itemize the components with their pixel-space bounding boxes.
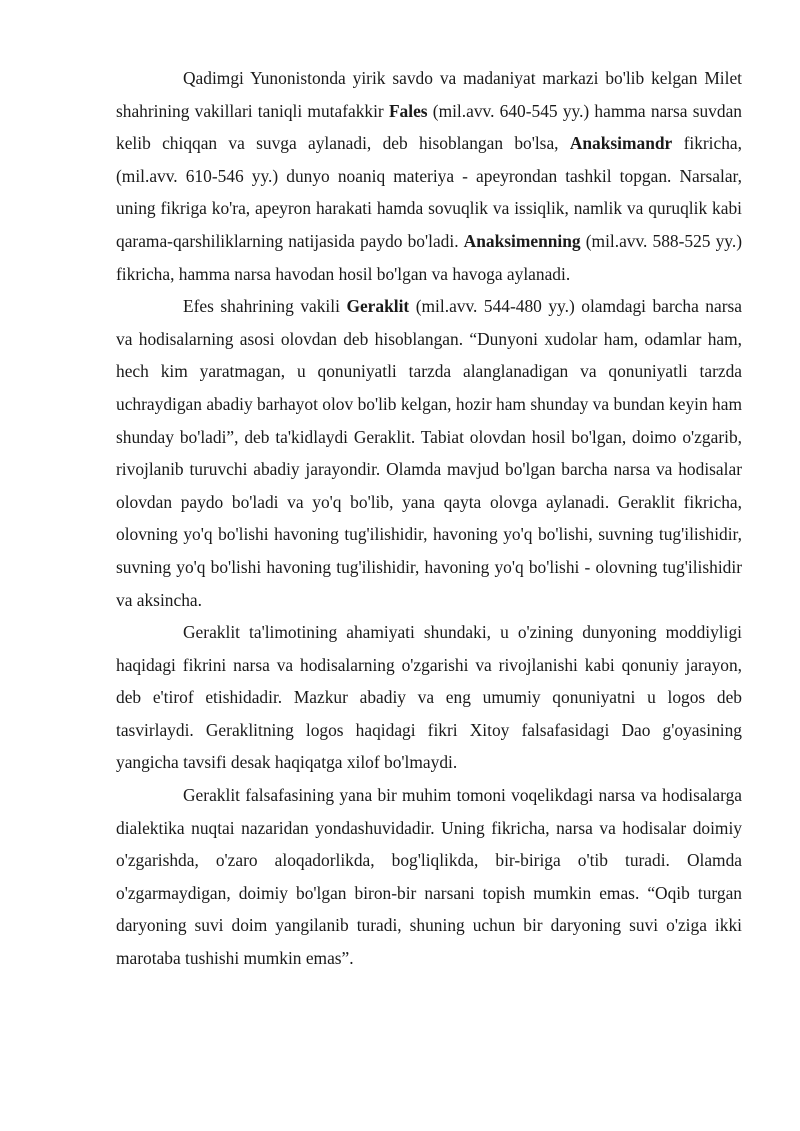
text-span: Geraklit falsafasining yana bir muhim tomoni voqelikdagi narsa va hodisalarga dialektika nuqtai nazaridan yondashuvidadir. Uning fikricha, narsa va hodisalar doimiy o'zgarishda, o'zaro aloqadorlikda, bog'liqlikda, bir-biriga o'tib turadi. Olamda o'zgarmaydigan, doimiy bo'lgan biron-bir narsani topish mumkin emas. “Oqib turgan daryoning suvi doim yangilanib turadi, shuning uchun bir daryoning suvi o'ziga ikki marotaba tushishi mumkin emas”. — [116, 785, 742, 969]
paragraph-milesian-philosophers — [116, 62, 742, 290]
text-span: Efes shahrining vakili — [183, 296, 347, 317]
text-span: (mil.avv. 544-480 yy.) olamdagi barcha narsa va hodisalarning asosi olovdan deb hisoblangan. “Dunyoni xudolar ham, odamlar ham, hech kim yaratmagan, u qonuniyatli tarzda alanglanadigan va qonuniyatli tarzda uchraydigan abadiy barhayot olov bo'lib kelgan, hozir ham shunday va bundan keyin ham shunday bo'ladi”, deb ta'kidlaydi Geraklit. Tabiat olovdan hosil bo'lgan, doimo o'zgarib, rivojlanib turuvchi abadiy jarayondir. Olamda mavjud bo'lgan barcha narsa va hodisalar olovdan paydo bo'ladi va yo'q bo'lib, yana qayta olovga aylanadi. Geraklit fikricha, olovning yo'q bo'lishi havoning tug'ilishidir, havoning yo'q bo'lishi, suvning tug'ilishidir, suvning yo'q bo'lishi havoning tug'ilishidir, havoning yo'q bo'lishi - olovning tug'ilishidir va aksincha. — [116, 296, 742, 610]
name-geraklit: Geraklit — [346, 296, 410, 317]
paragraph-geraklit-logos — [116, 616, 742, 779]
paragraph-geraklit-fire — [116, 290, 742, 616]
text-span: Geraklit ta'limotining ahamiyati shundaki, u o'zining dunyoning moddiyligi haqidagi fikrini narsa va hodisalarning o'zgarishi va rivojlanishi kabi qonuniy jarayon, deb e'tirof etishidadir. Mazkur abadiy va eng umumiy qonuniyatni u logos deb tasvirlaydi. Geraklitning logos haqidagi fikri Xitoy falsafasidagi Dao g'oyasining yangicha tavsifi desak haqiqatga xilof bo'lmaydi. — [116, 622, 742, 773]
name-anaksimandr: Anaksimandr — [569, 133, 673, 154]
text-span: (mil.avv. 640-545 yy.) hamma narsa suvdan kelib chiqqan va suvga aylanadi, deb hisoblangan bo'lsa, — [116, 100, 742, 154]
name-anaksimenning: Anaksimenning — [463, 230, 581, 251]
text-span: fikricha, (mil.avv. 610-546 yy.) dunyo noaniq materiya - apeyrondan tashkil topgan. Narsalar, uning fikriga ko'ra, apeyron harakati hamda sovuqlik va issiqlik, namlik va quruqlik kabi qarama-qarshiliklarning natijasida paydo bo'ladi. — [116, 133, 742, 251]
text-span: Qadimgi Yunonistonda yirik savdo va madaniyat markazi bo'lib kelgan Milet shahrining vakillari taniqli mutafakkir — [116, 68, 742, 121]
name-fales: Fales — [388, 100, 428, 121]
text-span: (mil.avv. 588-525 yy.) fikricha, hamma narsa havodan hosil bo'lgan va havoga aylanadi. — [116, 230, 743, 284]
document-page — [116, 62, 742, 975]
paragraph-geraklit-dialectics — [116, 779, 742, 975]
